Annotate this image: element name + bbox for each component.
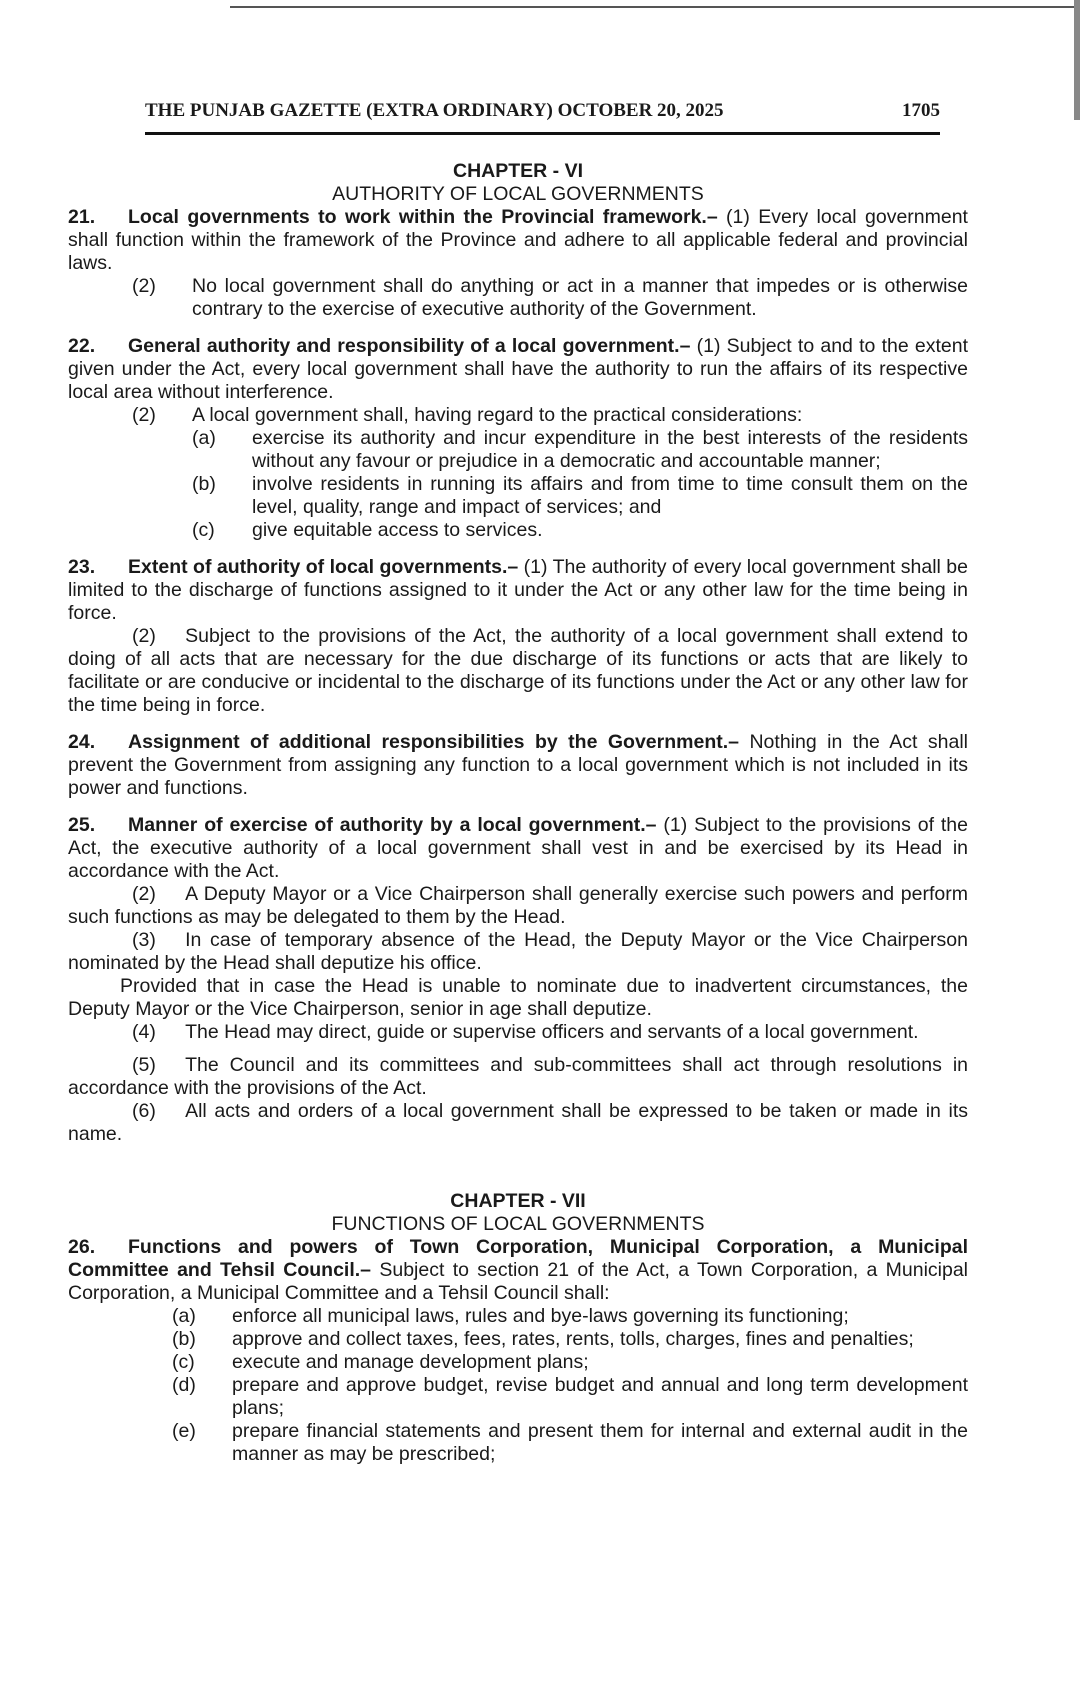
subsection-label: (6) xyxy=(132,1100,156,1122)
subsection-label: (2) xyxy=(132,625,156,647)
section-number: 21. xyxy=(68,206,96,228)
subsection-text: In case of temporary absence of the Head, the Deputy Mayor or the Vice Chairperson nominated by the Head shall deputize his office. xyxy=(68,929,968,974)
subsection xyxy=(132,275,968,321)
chapter-title: FUNCTIONS OF LOCAL GOVERNMENTS xyxy=(331,1213,705,1235)
section-number: 25. xyxy=(68,814,96,836)
subsection xyxy=(132,404,968,427)
chapter-number: CHAPTER - VII xyxy=(450,1190,586,1212)
section-text: (1) Subject to and to the extent given under the Act, every local government shall have the authority to run the affairs of its respective local area without interference. xyxy=(68,335,968,403)
clause xyxy=(192,473,968,519)
chapter-heading-vi xyxy=(68,160,968,206)
proviso: Provided that in case the Head is unable to nominate due to inadvertent circumstances, the Deputy Mayor or the Vice Chairperson, senior in age shall deputize. xyxy=(68,975,968,1020)
subsection-label: (5) xyxy=(132,1054,156,1076)
clause-text: involve residents in running its affairs and from time to time consult them on the level, quality, range and impact of services; and xyxy=(252,473,968,518)
clause-text: give equitable access to services. xyxy=(252,519,543,541)
subsection-text: All acts and orders of a local government shall be expressed to be taken or made in its name. xyxy=(68,1100,968,1145)
clause-text: execute and manage development plans; xyxy=(232,1351,589,1373)
subsection xyxy=(68,625,968,717)
section-22 xyxy=(68,335,968,404)
section-text: (1) The authority of every local government shall be limited to the discharge of functions assigned to it under the Act or any other law for the time being in force. xyxy=(68,556,968,624)
clause-label: (e) xyxy=(172,1420,196,1442)
clause-label: (c) xyxy=(172,1351,195,1373)
subsection-text: The Council and its committees and sub-committees shall act through resolutions in accordance with the provisions of the Act. xyxy=(68,1054,968,1099)
subsection-label: (3) xyxy=(132,929,156,951)
section-text: Nothing in the Act shall prevent the Government from assigning any function to a local government which is not included in its power and functions. xyxy=(68,731,969,799)
subsection xyxy=(68,1021,968,1044)
subsection xyxy=(68,1100,968,1146)
subsection-text: A local government shall, having regard to the practical considerations: xyxy=(192,404,803,426)
section-text: (1) Every local government shall function within the framework of the Province and adhere to all applicable federal and provincial laws. xyxy=(68,206,968,274)
section-heading: Extent of authority of local governments.– xyxy=(128,556,519,578)
document-body xyxy=(68,160,968,1466)
subsection-label: (4) xyxy=(132,1021,156,1043)
clause xyxy=(172,1305,968,1328)
subsection-text: Subject to the provisions of the Act, the authority of a local government shall extend to doing of all acts that are necessary for the due discharge of its functions or acts that are likely to facilitate or are conducive or incidental to the discharge of its functions under the Act or any other law for the time being in force. xyxy=(68,625,968,716)
section-number: 23. xyxy=(68,556,96,578)
section-21 xyxy=(68,206,968,275)
subsection-label: (2) xyxy=(132,883,156,905)
section-number: 22. xyxy=(68,335,96,357)
section-25 xyxy=(68,814,968,883)
clause-label: (c) xyxy=(192,519,215,541)
subsection-label: (2) xyxy=(132,275,156,297)
section-heading: General authority and responsibility of a local government.– xyxy=(128,335,691,357)
subsection-label: (2) xyxy=(132,404,156,426)
section-heading: Manner of exercise of authority by a local government.– xyxy=(128,814,657,836)
scan-edge-line xyxy=(230,6,1080,8)
clause xyxy=(192,427,968,473)
clause-text: exercise its authority and incur expenditure in the best interests of the residents without any favour or prejudice in a democratic and accountable manner; xyxy=(252,427,968,472)
section-number: 24. xyxy=(68,731,96,753)
chapter-heading-vii xyxy=(68,1190,968,1236)
section-text: Subject to section 21 of the Act, a Town Corporation, a Municipal Corporation, a Municipal Committee and a Tehsil Council shall: xyxy=(68,1259,968,1304)
scan-edge-shadow xyxy=(1074,0,1080,120)
chapter-title: AUTHORITY OF LOCAL GOVERNMENTS xyxy=(332,183,704,205)
subsection-text: A Deputy Mayor or a Vice Chairperson shall generally exercise such powers and perform such functions as may be delegated to them by the Head. xyxy=(68,883,968,928)
section-heading: Local governments to work within the Provincial framework.– xyxy=(128,206,718,228)
section-23 xyxy=(68,556,968,625)
clause-label: (d) xyxy=(172,1374,196,1396)
subsection xyxy=(68,1054,968,1100)
clause-label: (a) xyxy=(192,427,216,449)
subsection-text: The Head may direct, guide or supervise officers and servants of a local government. xyxy=(185,1021,919,1043)
section-heading: Functions and powers of Town Corporation, Municipal Corporation, a Municipal Committee and Tehsil Council.– xyxy=(68,1236,968,1281)
clause-label: (a) xyxy=(172,1305,196,1327)
subsection-text: No local government shall do anything or act in a manner that impedes or is otherwise contrary to the exercise of executive authority of the Government. xyxy=(192,275,968,320)
clause-text: prepare financial statements and present them for internal and external audit in the manner as may be prescribed; xyxy=(232,1420,968,1465)
gazette-header xyxy=(145,100,940,122)
clause xyxy=(172,1351,968,1374)
clause xyxy=(172,1420,968,1466)
section-number: 26. xyxy=(68,1236,96,1258)
gazette-title: THE PUNJAB GAZETTE (EXTRA ORDINARY) OCTOBER 20, 2025 xyxy=(145,100,724,121)
clause xyxy=(172,1374,968,1420)
section-heading: Assignment of additional responsibilities by the Government.– xyxy=(128,731,740,753)
page-number: 1705 xyxy=(902,100,940,121)
clause-text: enforce all municipal laws, rules and bye-laws governing its functioning; xyxy=(232,1305,849,1327)
section-26 xyxy=(68,1236,968,1305)
clause xyxy=(172,1328,968,1351)
subsection xyxy=(68,929,968,975)
subsection xyxy=(68,883,968,929)
clause-label: (b) xyxy=(192,473,216,495)
clause-text: approve and collect taxes, fees, rates, rents, tolls, charges, fines and penalties; xyxy=(232,1328,914,1350)
clause-label: (b) xyxy=(172,1328,196,1350)
chapter-number: CHAPTER - VI xyxy=(452,160,583,182)
section-24 xyxy=(68,731,968,800)
header-rule xyxy=(145,132,940,135)
section-text: (1) Subject to the provisions of the Act, the executive authority of a local government shall vest in and be exercised by its Head in accordance with the Act. xyxy=(68,814,968,882)
clause xyxy=(192,519,968,542)
spacer xyxy=(68,1146,968,1190)
clause-text: prepare and approve budget, revise budget and annual and long term development plans; xyxy=(232,1374,968,1419)
